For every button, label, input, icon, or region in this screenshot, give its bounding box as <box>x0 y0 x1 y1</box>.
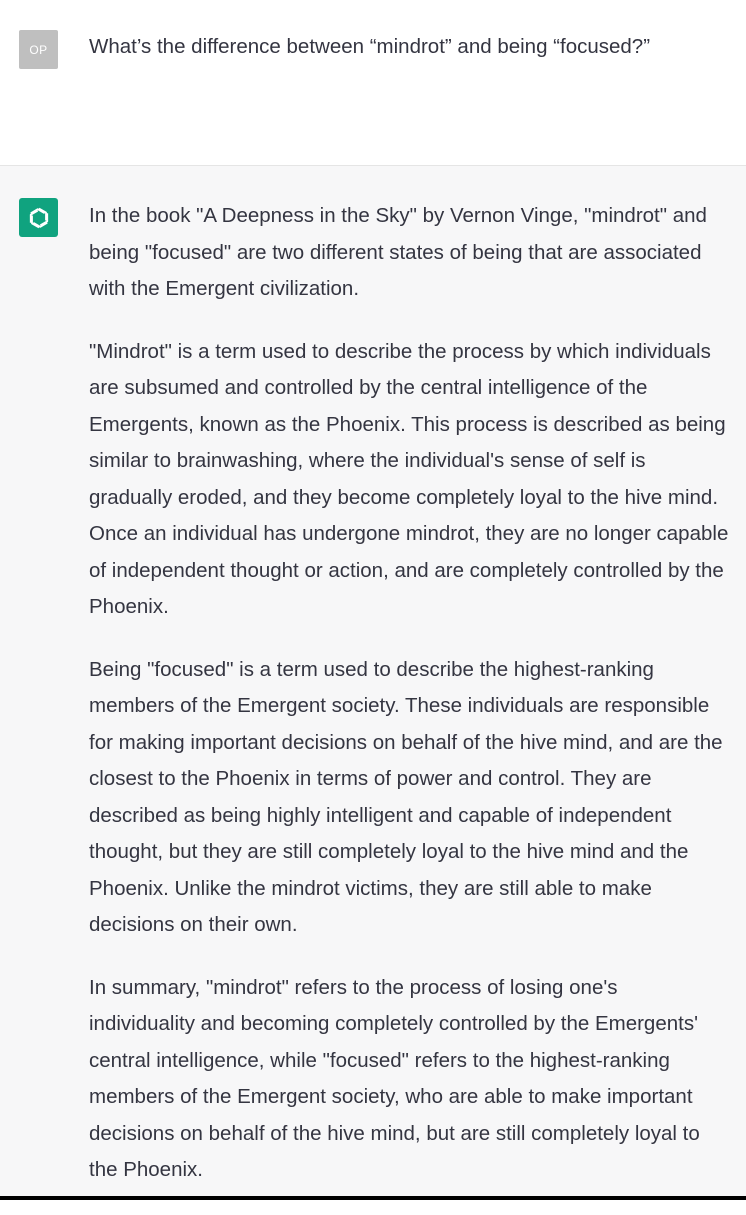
openai-logo-icon <box>19 198 58 237</box>
answer-paragraph-1: In the book "A Deepness in the Sky" by Vernon Vinge, "mindrot" and being "focused" are two different states of being that are associated with the Emergent civilization. <box>89 204 707 300</box>
assistant-message-text <box>89 198 729 1215</box>
user-avatar: OP <box>19 30 58 69</box>
user-message-text: What’s the difference between “mindrot” and being “focused?” <box>89 35 651 58</box>
openai-logo-icon-svg <box>26 205 52 231</box>
bottom-edge-bar <box>0 1196 746 1200</box>
user-message-row <box>0 0 746 166</box>
answer-paragraph-4: In summary, "mindrot" refers to the process of losing one's individuality and becoming completely controlled by the Emergents' central intelligence, while "focused" refers to the highest-ranking members of the Emergent society, who are able to make important decisions on behalf of the hive mind, but are still completely loyal to the Phoenix. <box>89 975 700 1181</box>
answer-paragraph-3: Being "focused" is a term used to describe the highest-ranking members of the Emergent society. These individuals are responsible for making important decisions on behalf of the hive mind, and are the closest to the Phoenix in terms of power and control. They are described as being highly intelligent and capable of independent thought, but they are still completely loyal to the hive mind and the Phoenix. Unlike the mindrot victims, they are still able to make decisions on their own. <box>89 657 723 936</box>
assistant-message-row <box>0 166 746 1196</box>
answer-paragraph-2: "Mindrot" is a term used to describe the process by which individuals are subsumed and controlled by the central intelligence of the Emergents, known as the Phoenix. This process is described as being similar to brainwashing, where the individual's sense of self is gradually eroded, and they become completely loyal to the hive mind. Once an individual has undergone mindrot, they are no longer capable of independent thought or action, and are completely controlled by the Phoenix. <box>89 339 729 618</box>
